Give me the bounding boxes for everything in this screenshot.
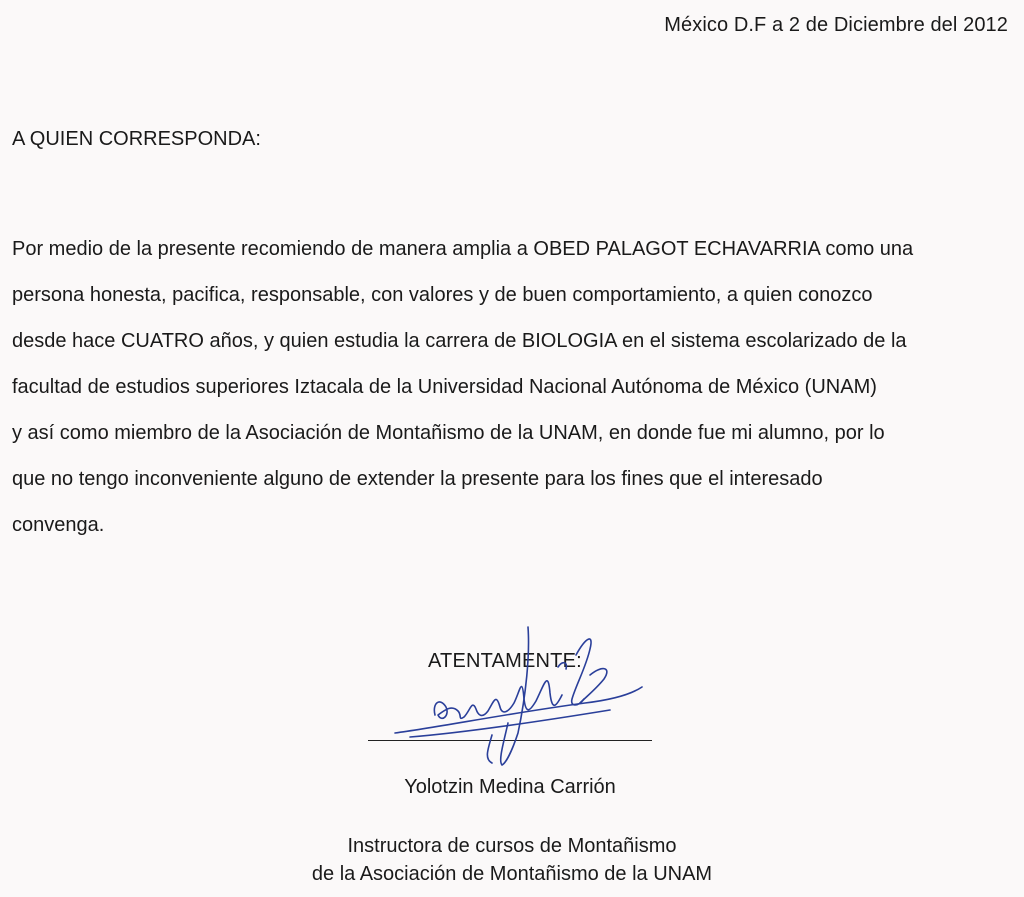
signer-title (0, 832, 1024, 888)
handwritten-signature (380, 615, 650, 775)
closing: ATENTAMENTE: (428, 650, 582, 672)
body-line: y así como miembro de la Asociación de Montañismo de la UNAM, en donde fue mi alumno, por lo (12, 422, 885, 444)
signer-title-line: Instructora de cursos de Montañismo (347, 835, 677, 857)
signer-title-line: de la Asociación de Montañismo de la UNAM (311, 863, 713, 885)
signer-name: Yolotzin Medina Carrión (404, 776, 616, 798)
letter-body (12, 226, 1012, 548)
body-line: desde hace CUATRO años, y quien estudia la carrera de BIOLOGIA en el sistema escolarizado de la (12, 330, 907, 352)
body-line: convenga. (12, 514, 105, 536)
date-line: México D.F a 2 de Diciembre del 2012 (664, 14, 1008, 36)
salutation: A QUIEN CORRESPONDA: (12, 128, 261, 150)
body-line: Por medio de la presente recomiendo de manera amplia a OBED PALAGOT ECHAVARRIA como una (12, 238, 914, 260)
body-line: persona honesta, pacifica, responsable, con valores y de buen comportamiento, a quien conozco (12, 284, 873, 306)
signature-line (368, 740, 652, 741)
body-line: que no tengo inconveniente alguno de extender la presente para los fines que el interesado (12, 468, 823, 490)
body-line: facultad de estudios superiores Iztacala de la Universidad Nacional Autónoma de México (UNAM) (12, 376, 877, 398)
